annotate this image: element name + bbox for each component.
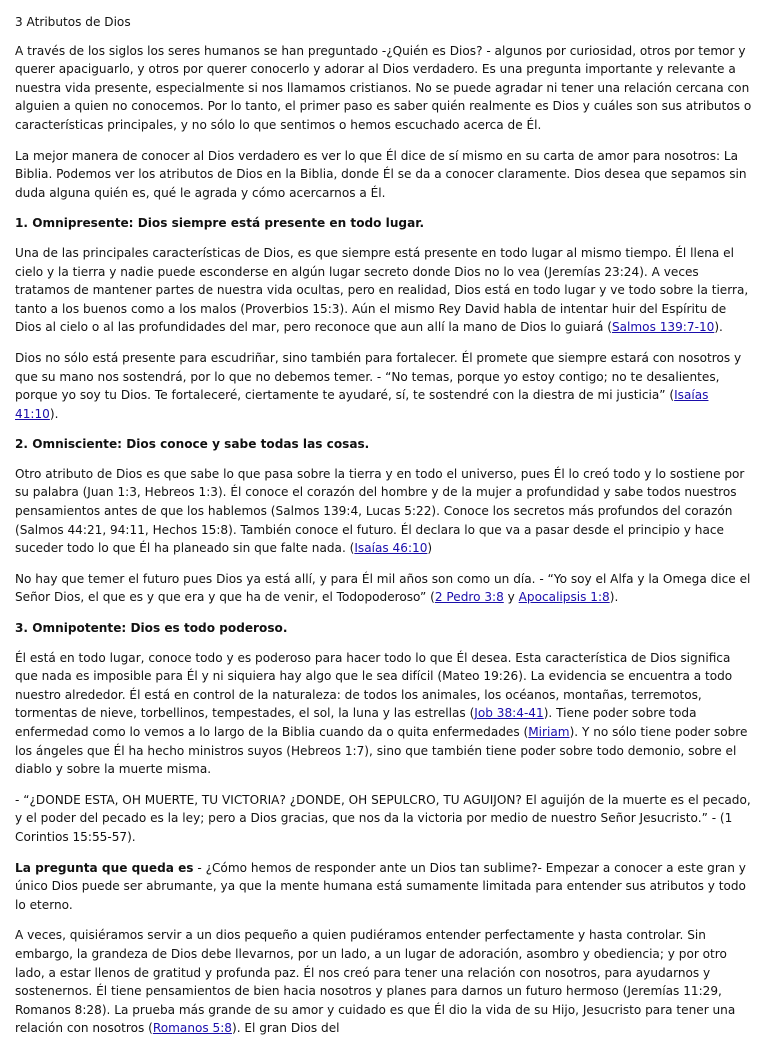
text-run: ). <box>714 320 723 335</box>
text-run: A veces, quisiéramos servir a un dios pequeño a quien pudiéramos entender perfectamente y hasta controlar. Sin embargo, la grandeza de Dios debe llevarnos, por un lado, a un lugar de adoración, asombro y obediencia; y por otro lado, a estar llenos de gratitud y profunda paz. Él nos creó para tener una relación con nosotros, para ayudarnos y sostenernos. Él tiene pensamientos de bien hacia nosotros y planes para darnos un futuro hermoso (Jeremías 11:29, Romanos 8:28). La prueba más grande de su amor y cuidado es que Él dio la vida de su Hijo, Jesucristo para tener una relación con nosotros ( <box>15 928 736 1036</box>
section-1-paragraph-2 <box>15 349 753 423</box>
closing-paragraph-2 <box>15 926 753 1038</box>
section-1-paragraph-1 <box>15 244 753 337</box>
section-2-paragraph-2 <box>15 570 753 607</box>
text-run: ). Y no sólo tiene poder sobre los ángeles que Él ha hecho ministros suyos (Hebreos 1:7), sino que también tiene poder sobre todo demonio, sobre el diablo y sobre la muerte misma. <box>15 725 748 777</box>
text-run: Otro atributo de Dios es que sabe lo que pasa sobre la tierra y en todo el universo, pues Él lo creó todo y lo sostiene por su palabra (Juan 1:3, Hebreos 1:3). Él conoce el corazón del hombre y de la mujer a profundidad y sabe todos nuestros pensamientos antes de que los hablemos (Salmos 139:4, Lucas 5:22). Conoce los secretos más profundos del corazón (Salmos 44:21, 94:11, Hechos 15:8). También conoce el futuro. Él declara lo que va a pasar desde el principio y hace suceder todo lo que Él ha planeado sin que falte nada. ( <box>15 466 745 556</box>
text-run: ). <box>49 406 59 421</box>
text-run: Él está en todo lugar, conoce todo y es poderoso para hacer todo lo que Él desea. Esta característica de Dios significa que nada es imposible para Él y ni siquiera hay algo que le sea difícil (Mateo 19:26). La evidencia se encuentra a todo nuestro alrededor. Él está en control de la naturaleza: de todos los animales, los océanos, montañas, terremotos, tormentas de nieve, torbellinos, tempestades, el sol, la luna y las estrellas ( <box>15 650 733 721</box>
closing-paragraph-1 <box>15 859 753 915</box>
text-run: - ¿Cómo hemos de responder ante un Dios tan sublime?- Empezar a conocer a este gran y único Dios puede ser abrumante, ya que la mente humana está sumamente limitada para entender sus atributos y todo lo eterno. <box>15 860 746 912</box>
section-1-heading: 1. Omnipresente: Dios siempre está presente en todo lugar. <box>15 216 425 231</box>
section-2-heading: 2. Omnisciente: Dios conoce y sabe todas las cosas. <box>15 437 370 452</box>
link-isaias-46[interactable]: Isaías 46:10 <box>354 541 428 556</box>
text-run: ). El gran Dios del <box>232 1021 340 1036</box>
document-title: 3 Atributos de Dios <box>15 15 131 29</box>
link-miriam[interactable]: Miriam <box>528 725 570 739</box>
text-run: ) <box>427 541 433 556</box>
text-run: No hay que temer el futuro pues Dios ya está allí, y para Él mil años son como un día. - “Yo soy el Alfa y la Omega dice el Señor Dios, el que es y que era y que ha de venir, el Todopoderoso” ( <box>15 571 751 605</box>
intro-paragraph-2: La mejor manera de conocer al Dios verdadero es ver lo que Él dice de sí mismo en su carta de amor para nosotros: La Biblia. Podemos ver los atributos de Dios en la Biblia, donde Él se da a conocer claramente. Dios desea que sepamos sin duda alguna quién es, qué le agrada y cómo acercarnos a Él. <box>15 148 747 200</box>
text-run: y <box>503 590 519 605</box>
link-romanos-5[interactable]: Romanos 5:8 <box>152 1021 232 1036</box>
text-run: Una de las principales características de Dios, es que siempre está presente en todo lugar al mismo tiempo. Él llena el cielo y la tierra y nadie puede esconderse en algún lugar secreto donde Dios no lo vea (Jeremías 23:24). A veces tratamos de mantener partes de nuestra vida ocultas, pero en realidad, Dios está en todo lugar y ve todo sobre la tierra, tanto a los buenos como a los malos (Proverbios 15:3). Aún el mismo Rey David habla de intentar huir del Espíritu de Dios al cielo o al las profundidades del mar, pero reconoce que aun allí la mano de Dios lo guiará ( <box>15 245 749 335</box>
link-isaias-41[interactable]: Isaías 41:10 <box>15 388 709 421</box>
section-3-paragraph-1 <box>15 649 753 779</box>
link-salmos-139[interactable]: Salmos 139:7-10 <box>611 320 715 335</box>
text-run: ). <box>609 590 619 605</box>
section-3-heading: 3. Omnipotente: Dios es todo poderoso. <box>15 621 288 636</box>
text-run: ). Tiene poder sobre toda enfermedad como lo vemos a lo largo de la Biblia cuando da o quita enfermedades ( <box>15 706 697 739</box>
closing-bold-lead: La pregunta que queda es <box>15 860 194 875</box>
link-job-38[interactable]: Job 38:4-41 <box>474 706 544 721</box>
link-apocalipsis-1[interactable]: Apocalipsis 1:8 <box>518 590 610 605</box>
text-run: Dios no sólo está presente para escudriñar, sino también para fortalecer. Él promete que siempre estará con nosotros y que su mano nos sostendrá, por lo que no debemos temer. - “No temas, porque yo estoy contigo; no te desalientes, porque yo soy tu Dios. Te fortaleceré, ciertamente te ayudaré, sí, te sostendré con la diestra de mi justicia” ( <box>15 350 742 403</box>
section-2-paragraph-1 <box>15 465 753 558</box>
section-3-quote: - “¿DONDE ESTA, OH MUERTE, TU VICTORIA? ¿DONDE, OH SEPULCRO, TU AGUIJON? El aguijón de la muerte es el pecado, y el poder del pecado es la ley; pero a Dios gracias, que nos da la victoria por medio de nuestro Señor Jesucristo.” - (1 Corintios 15:55-57). <box>15 792 751 844</box>
intro-paragraph-1: A través de los siglos los seres humanos se han preguntado -¿Quién es Dios? - algunos por curiosidad, otros por temor y querer apaciguarlo, y otros por querer conocerlo y adorar al Dios verdadero. Es una pregunta importante y relevante a nuestra vida presente, especialmente si nos llamamos cristianos. No se puede agradar ni tener una relación cercana con alguien a quien no conocemos. Por lo tanto, el primer paso es saber quién realmente es Dios y cuáles son sus atributos o características principales, y no sólo lo que sentimos o hemos escuchado acerca de Él. <box>15 43 752 132</box>
link-2-pedro-3[interactable]: 2 Pedro 3:8 <box>434 590 504 605</box>
